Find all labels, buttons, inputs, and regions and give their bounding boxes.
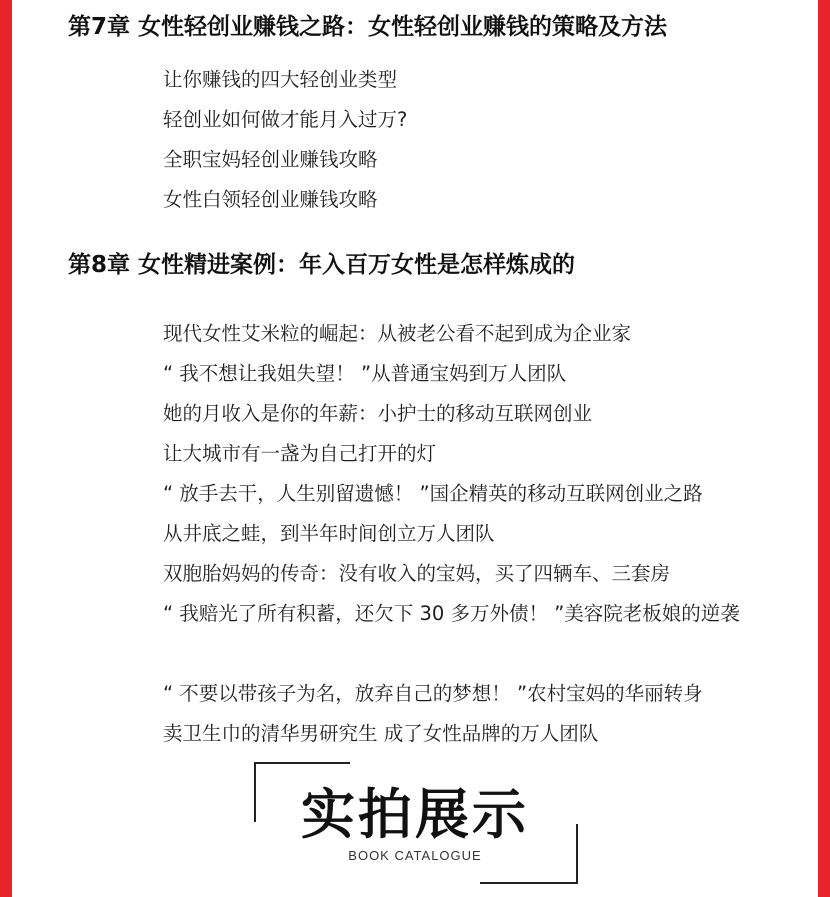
- list-item: 从井底之蛙，到半年时间创立万人团队: [163, 522, 495, 545]
- list-item: 卖卫生巾的清华男研究生 成了女性品牌的万人团队: [163, 722, 599, 745]
- chapter-8-title: 第8章 女性精进案例：年入百万女性是怎样炼成的: [68, 252, 576, 278]
- list-item: “ 我赔光了所有积蓄，还欠下 30 多万外债！ ”美容院老板娘的逆袭: [163, 602, 740, 625]
- list-item: 让大城市有一盏为自己打开的灯: [163, 442, 437, 465]
- list-item: “ 我不想让我姐失望！ ”从普通宝妈到万人团队: [163, 362, 567, 385]
- left-red-border: [0, 0, 12, 897]
- chapter-7-title: 第7章 女性轻创业赚钱之路：女性轻创业赚钱的策略及方法: [68, 14, 668, 40]
- photo-section-subtitle: BOOK CATALOGUE: [348, 848, 482, 863]
- list-item: “ 不要以带孩子为名，放弃自己的梦想！ ”农村宝妈的华丽转身: [163, 682, 703, 705]
- list-item: 女性白领轻创业赚钱攻略: [163, 188, 378, 211]
- photo-section-heading: [250, 762, 580, 887]
- corner-bracket-bottom-right-vertical: [576, 824, 578, 884]
- corner-bracket-top-left: [254, 762, 350, 764]
- chapter-8-list: [163, 314, 793, 754]
- list-item: 现代女性艾米粒的崛起：从被老公看不起到成为企业家: [163, 322, 632, 345]
- list-item: “ 放手去干，人生别留遗憾！ ”国企精英的移动互联网创业之路: [163, 482, 703, 505]
- list-item: 轻创业如何做才能月入过万?: [163, 108, 408, 131]
- photo-section-title: 实拍展示: [301, 782, 529, 846]
- list-item: 她的月收入是你的年薪：小护士的移动互联网创业: [163, 402, 593, 425]
- list-item: 全职宝妈轻创业赚钱攻略: [163, 148, 378, 171]
- list-item: 让你赚钱的四大轻创业类型: [163, 68, 398, 91]
- chapter-7-list: [163, 60, 407, 220]
- right-red-border: [818, 0, 830, 897]
- corner-bracket-bottom-right: [480, 882, 578, 884]
- list-item: 双胞胎妈妈的传奇：没有收入的宝妈，买了四辆车、三套房: [163, 562, 671, 585]
